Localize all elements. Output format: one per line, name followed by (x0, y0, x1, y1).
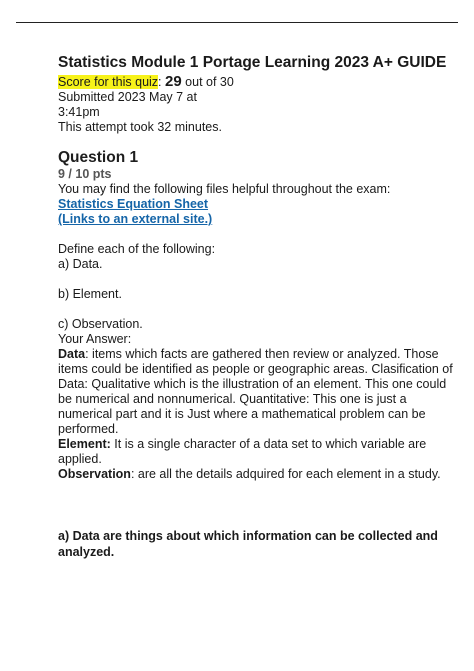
correct-answer: a) Data are things about which information can be collected and analyzed. (58, 529, 438, 559)
score-label: Score for this quiz (58, 75, 159, 89)
answer-data-term: Data (58, 347, 86, 361)
score-line (58, 74, 458, 90)
question-part-b: b) Element. (58, 287, 122, 301)
answer-observation-term: Observation (58, 467, 131, 481)
equation-sheet-link[interactable]: Statistics Equation Sheet (58, 197, 209, 211)
question-intro: You may find the following files helpful throughout the exam: (58, 182, 391, 196)
quiz-meta (58, 74, 458, 135)
score-total: out of 30 (181, 75, 234, 89)
attempt-duration: This attempt took 32 minutes. (58, 120, 222, 134)
answer-element-term: Element: (58, 437, 111, 451)
document-page (58, 54, 458, 560)
external-site-link[interactable]: (Links to an external site.) (58, 212, 213, 226)
score-colon: : (158, 75, 165, 89)
question-prompt: Define each of the following: (58, 242, 216, 256)
answer-observation (58, 467, 458, 482)
answer-element (58, 437, 458, 467)
score-value: 29 (165, 73, 182, 90)
question-heading: Question 1 (58, 149, 139, 166)
submitted-date: Submitted 2023 May 7 at (58, 90, 197, 104)
submitted-time: 3:41pm (58, 105, 100, 119)
question-points: 9 / 10 pts (58, 167, 112, 181)
answer-element-text: It is a single character of a data set to which variable are applied. (58, 437, 427, 466)
question-part-c: c) Observation. (58, 317, 143, 331)
top-divider (16, 22, 458, 23)
your-answer-label: Your Answer: (58, 332, 132, 346)
question-part-a: a) Data. (58, 257, 103, 271)
answer-data (58, 347, 458, 437)
answer-data-text: : items which facts are gathered then review or analyzed. Those items could be identified as people or geographic areas. Clasification of Data: Qualitative which is the illustration of an element. This one could be numerical and nonnumerical. Quantitative: This one is just a numerical part and it is Just where a mathematical problem can be performed. (58, 347, 453, 436)
answer-observation-text: : are all the details adquired for each element in a study. (130, 467, 441, 481)
document-title: Statistics Module 1 Portage Learning 2023 A+ GUIDE (58, 54, 447, 71)
